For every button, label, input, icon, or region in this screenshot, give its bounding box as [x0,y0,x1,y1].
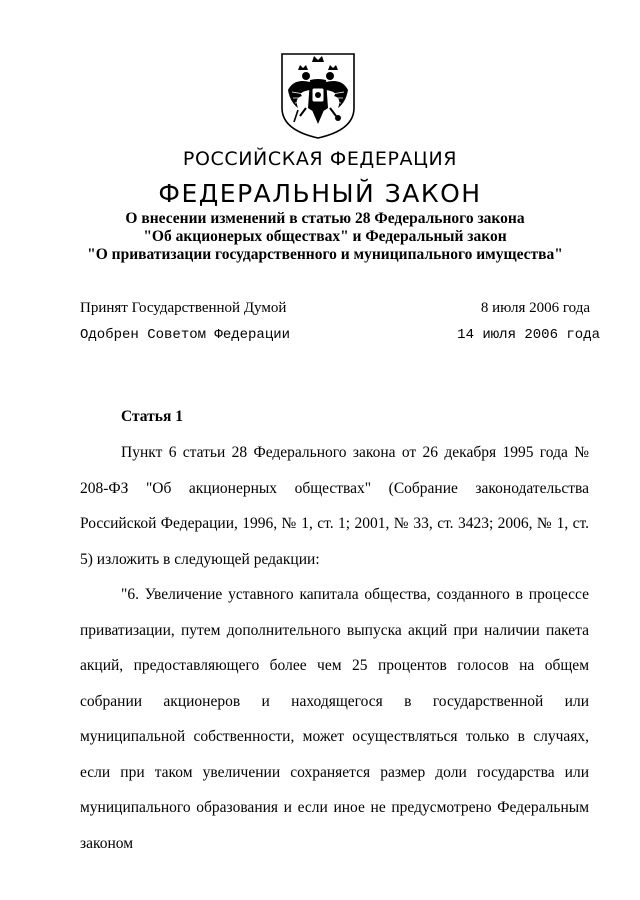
article-body [80,435,589,861]
council-approval-date: 14 июля 2006 года [457,327,600,343]
adoption-council-row [80,327,600,347]
country-heading: РОССИЙСКАЯ ФЕДЕРАЦИЯ [182,148,458,170]
law-title-line: О внесении изменений в статью 28 Федерального закона [125,210,525,227]
article-paragraph: Пункт 6 статьи 28 Федерального закона от 26 декабря 1995 года № 208-ФЗ "Об акционерных обществах" (Собрание законодательства Российской Федерации, 1996, № 1, ст. 1; 2001, № 33, ст. 3423; 2006, № 1, ст. 5) изложить в следующей редакции: [80,444,589,568]
russian-coat-of-arms-icon [276,50,360,140]
article-heading: Статья 1 [121,408,183,425]
law-type-heading: ФЕДЕРАЛЬНЫЙ ЗАКОН [158,179,482,208]
duma-adoption-date: 8 июля 2006 года [480,300,590,316]
law-title [60,210,590,264]
law-title-line: "Об акционерых обществах" и Федеральный закон [143,228,507,245]
article-paragraph: "6. Увеличение уставного капитала общества, созданного в процессе приватизации, путем дополнительного выпуска акций при наличии пакета акций, предоставляющего более чем 25 процентов голосов на общем собрании акционеров и находящегося в государственной или муниципальной собственности, может осуществляться только в случаях, если при таком увеличении сохраняется размер доли государства или муниципального образования и если иное не предусмотрено Федеральным законом [80,586,589,852]
law-title-line: "О приватизации государственного и муниципального имущества" [87,246,563,263]
adoption-duma-row [80,300,600,320]
duma-adoption-label: Принят Государственной Думой [80,300,287,316]
council-approval-label: Одобрен Советом Федерации [80,327,291,343]
